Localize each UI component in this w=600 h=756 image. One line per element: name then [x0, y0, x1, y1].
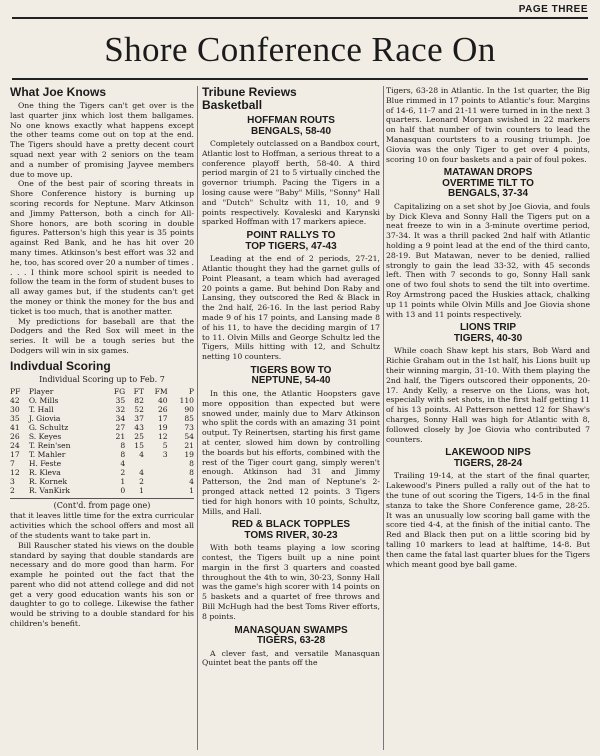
- scoring-cell-fm: 5: [162, 440, 168, 450]
- scoring-cell-fg: 21: [115, 431, 126, 441]
- scoring-cell-p: 110: [179, 395, 194, 405]
- story-headline-toms-river: RED & BLACK TOPPLES TOMS RIVER, 30-23: [231, 519, 351, 541]
- scoring-header-row: [10, 387, 194, 396]
- col-header-p: P: [188, 386, 194, 396]
- scoring-row: [10, 459, 194, 468]
- scoring-cell-pf: 12: [10, 467, 20, 477]
- column-right: [386, 86, 590, 752]
- story-text-hoffman: Completely outclassed on a Bandbox court, Atlantic lost to Hoffman, a serious threat to a conference playoff berth, 58-40. A third period margin of 21 to 5 virtually cinched the governor triumph. Pacing the Tigers in a losing cause were "Baby" Mills, "Sonny" Hall and "Dutch" Schultz with 11, 10, and 9 points respectively. Kovaleski and Karynski sparked Hoffman with 17 markers apiece.: [202, 139, 380, 227]
- scoring-cell-ft: 1: [139, 485, 144, 495]
- story-headline-hoffman: HOFFMAN ROUTS BENGALS, 58-40: [247, 115, 335, 137]
- scoring-cell-fg: 35: [115, 395, 126, 405]
- continued-paragraph: Bill Rauscher stated his views on the double standard by saying that double standards are necessary and do more good than harm. For example he pointed out the fact that the parent who did not attend college and did not get a very good education wants his son or daughter to go to college. Likewise the father would be striving to a double standard for his children's benefit.: [10, 540, 194, 629]
- scoring-cell-p: 8: [189, 467, 194, 477]
- story-headline-point: POINT RALLYS TO TOP TIGERS, 47-43: [245, 230, 337, 252]
- page-headline: Shore Conference Race On: [104, 30, 496, 69]
- continued-paragraph: that it leaves little time for the extra curricular activities which the school offers and most all of the students want to take part in.: [10, 511, 194, 540]
- scoring-cell-p: 73: [184, 422, 194, 432]
- scoring-cell-fm: 40: [157, 395, 168, 405]
- scoring-cell-fm: 17: [157, 413, 168, 423]
- story-text-manasquan: A clever fast, and versatile Manasquan Quintet beat the pants off the: [202, 648, 380, 668]
- scoring-cell-fg: 4: [120, 458, 126, 468]
- scoring-cell-player: S. Keyes: [28, 431, 62, 441]
- scoring-cell-ft: 37: [134, 413, 144, 423]
- scoring-title: Indivdual Scoring: [10, 358, 111, 373]
- scoring-cell-ft: [125, 459, 144, 468]
- scoring-cell-fm: [144, 468, 168, 477]
- story-headline-matawan: MATAWAN DROPS OVERTIME TILT TO BENGALS, 37-34: [442, 167, 534, 200]
- story-text-lakewood: Trailing 19-14, at the start of the final quarter, Lakewood's Piners pulled a rally out of the hat to the tune of out scoring the Tigers, 14-5 in the final stanza to take the Shore Conference game, 28-25. It was an unusually low scoring ball game with the score tied 4-4, at the finish of the initial canto. The Red and Black then put on a little scoring bid by talling 10 markers to lead at halftime, 14-8. But then came the fatal last quarter blues for the Tigers which meant good bye ball game.: [386, 471, 590, 569]
- scoring-cell-fg: 1: [120, 476, 126, 486]
- story-headline-lions: LIONS TRIP TIGERS, 40-30: [453, 322, 523, 344]
- scoring-cell-player: T. Rein'sen: [28, 440, 71, 450]
- scoring-cell-pf: 26: [10, 431, 20, 441]
- scoring-row: [10, 423, 194, 432]
- scoring-subtitle: Individual Scoring up to Feb. 7: [39, 374, 165, 384]
- scoring-cell-pf: 41: [10, 422, 20, 432]
- scoring-cell-p: 4: [189, 476, 194, 486]
- scoring-table: [10, 387, 194, 495]
- scoring-cell-player: H. Feste: [28, 458, 62, 468]
- joe-paragraph: One of the best pair of scoring threats in Shore Conference history is burning up scoring records for Neptune. Marv Atkinson and Jimmy Patterson, both a cinch for All-Shore honors, are both scoring in double figures. Patterson's high this year is 35 points against Red Bank, and he has hit over 20 many times. Atkinson's best effort was 32 and he, too, has scored over 20 a number of times . . . . I think more school spirit is needed to follow the team in the form of student buses to all away games but, if the students can't get the money or think the money for the bus and ticket is too much, that is another matter.: [10, 179, 194, 316]
- story-headline-lakewood: LAKEWOOD NIPS TIGERS, 28-24: [445, 447, 531, 469]
- tribune-title-2: Basketball: [202, 98, 263, 112]
- story-text-point: Leading at the end of 2 periods, 27-21, Atlantic thought they had the garnet gulls of Point Pleasant, a team which had averaged 20 points a game. But behind Don Raby and Lansing, they outscored the Red & Black in the 2nd half, 26-16. In the last period Raby made 9 of his 17 points, and Lansing made 8 of his 11, to have the deciding margin of 17 to 11. Olvin Mills and George Schultz led the Tigers, Mills hitting with 12, and Schultz netting 10 counters.: [202, 254, 380, 362]
- scoring-cell-fg: 2: [120, 467, 126, 477]
- scoring-row: [10, 450, 194, 459]
- scoring-cell-fm: [144, 459, 168, 468]
- scoring-cell-ft: 2: [139, 476, 144, 486]
- scoring-cell-fg: 27: [115, 422, 126, 432]
- scoring-cell-fm: [144, 477, 168, 486]
- scoring-cell-player: R. Kornek: [28, 476, 68, 486]
- scoring-row: [10, 486, 194, 495]
- scoring-cell-p: 19: [184, 449, 194, 459]
- scoring-cell-player: T. Hall: [28, 404, 54, 414]
- scoring-cell-pf: 35: [10, 413, 20, 423]
- scoring-row: [10, 468, 194, 477]
- scoring-row: [10, 396, 194, 405]
- scoring-cell-player: O. Mills: [28, 395, 59, 405]
- scoring-cell-fg: 8: [120, 449, 126, 459]
- scoring-cell-pf: 42: [10, 395, 20, 405]
- scoring-cell-ft: 25: [134, 431, 144, 441]
- column-rule-2: [383, 86, 384, 750]
- story-headline-manasquan: MANASQUAN SWAMPS TIGERS, 63-28: [234, 624, 348, 647]
- col-header-pf: PF: [10, 386, 21, 396]
- stats-divider: [10, 498, 194, 499]
- scoring-cell-player: T. Mahler: [28, 449, 66, 459]
- scoring-row: [10, 477, 194, 486]
- scoring-cell-ft: 43: [134, 422, 144, 432]
- page-label: PAGE THREE: [518, 4, 588, 15]
- col-header-fg: FG: [113, 386, 126, 396]
- column-middle: [202, 86, 380, 752]
- scoring-cell-pf: 17: [10, 449, 20, 459]
- scoring-row: [10, 405, 194, 414]
- scoring-cell-ft: 4: [139, 467, 144, 477]
- scoring-cell-player: G. Schultz: [28, 422, 69, 432]
- scoring-cell-fm: 3: [162, 449, 168, 459]
- story-text-manasquan-cont: Tigers, 63-28 in Atlantic. In the 1st quarter, the Big Blue rimmed in 17 points to Atlantic's four. Margins of 14-6, 11-7 and 21-11 were turned in in the next 3 quarters. Leonard Morgan swished in 22 markers on half that number of twin counters to lead the Manasquan courtsters to a rousing triumph. Joe Giovia was the only Tiger to get over 4 points, scoring 10 on four baskets and a pair of foul pokes.: [386, 86, 590, 164]
- scoring-cell-pf: 30: [10, 404, 20, 414]
- scoring-cell-player: R. Kleva: [28, 467, 61, 477]
- scoring-row: [10, 414, 194, 423]
- scoring-cell-fm: [144, 486, 168, 495]
- scoring-cell-fg: 34: [115, 413, 126, 423]
- col-header-player: Player: [28, 386, 54, 396]
- column-rule-1: [197, 86, 198, 750]
- joe-paragraph: My predictions for baseball are that the Dodgers and the Red Sox will meet in the series. It will be a tough series but the Dodgers will win in six games.: [10, 316, 194, 355]
- col-header-ft: FT: [133, 386, 144, 396]
- scoring-cell-pf: 2: [10, 485, 15, 495]
- scoring-cell-fg: 0: [120, 485, 126, 495]
- what-joe-knows-title: What Joe Knows: [10, 86, 107, 99]
- scoring-cell-player: R. VanKirk: [28, 485, 70, 495]
- masthead-top-rule: [12, 17, 588, 19]
- scoring-cell-ft: 52: [134, 404, 144, 414]
- tribune-title-1: Tribune Reviews: [202, 86, 297, 99]
- scoring-cell-fm: 26: [157, 404, 168, 414]
- story-text-toms-river: With both teams playing a low scoring contest, the Tigers built up a nine point margin in the first 3 quarters and coasted throughout the 4th to win, 30-23, Sonny Hall was the game's high scorer with 14 points on 5 baskets and a quartet of free throws and Bill McHugh had the best Toms River efforts, 8 points.: [202, 543, 380, 621]
- story-text-lions: While coach Shaw kept his stars, Bob Ward and Richie Graham out in the 1st half, his Lions built up their winning margin, 31-10. With them playing the 2nd half, the Tigers outscored their opponents, 20-17. Andy Kelly, a reserve on the Lions, was hot, especially with set shots, in the first half getting 11 of his 13 points. Al Patterson netted 12 for Shaw's charges, Sonny Hall was high for Atlantic with 8, followed closely by Joe Giovia who contributed 7 counters.: [386, 346, 590, 444]
- scoring-row: [10, 441, 194, 450]
- story-text-neptune: In this one, the Atlantic Hoopsters gave more opposition than expected but were snowed under, mainly due to Marv Atkinson who split the cords with an amazing 31 point output. Ty Reinertsen, starting his first game at center, slowed him down by controlling the boards but his efforts, combined with the rest of the Tiger court gang, simply weren't enough. Atkinson had 31 and Jimmy Patterson, the 2nd man of Neptune's 2-pronged attack netted 12 points. 3 Tigers tied for high honors with 10 points, Schultz, Mills, and Hall.: [202, 388, 380, 516]
- scoring-cell-pf: 3: [10, 476, 15, 486]
- scoring-cell-p: 90: [184, 404, 194, 414]
- story-text-matawan: Capitalizing on a set shot by Joe Giovia, and fouls by Dick Kleva and Sonny Hall the Tigers put on a neat freeze to win in a 3-minute overtime period, 37-34. It was a thrill packed 2nd half with Atlantic holding a 9 point lead at the end of the third canto, 28-19. But Matawan, never to be denied, rallied strongly to gain the lead 33-32, with 45 seconds left. Then with 7 seconds to go, Sonny Hall sank one of two foul shots to send the tilt into overtime. Roy Armstrong paced the Huskies attack, chalking up 11 points while Olvin Mills and Joe Giovia shone with 13 and 11 points respectively.: [386, 201, 590, 319]
- continued-label: (Cont'd. from page one): [53, 500, 151, 510]
- scoring-cell-ft: 4: [139, 449, 144, 459]
- scoring-cell-p: 1: [189, 485, 194, 495]
- scoring-cell-fm: 19: [157, 422, 168, 432]
- scoring-cell-p: 8: [189, 458, 194, 468]
- scoring-cell-fg: 32: [115, 404, 126, 414]
- scoring-cell-pf: 7: [10, 458, 15, 468]
- scoring-cell-p: 54: [184, 431, 194, 441]
- story-headline-neptune: TIGERS BOW TO NEPTUNE, 54-40: [250, 364, 332, 387]
- joe-paragraph: One thing the Tigers can't get over is the last quarter jinx which lost them ballgames. No one knows exactly what happens except the other teams come out on top at the end. The Tigers should have a pretty decent court squad next year with 2 seniors on the team and a number of promising Jayvee members due to move up.: [10, 101, 194, 179]
- masthead-bottom-rule: [12, 78, 588, 80]
- col-header-fm: FM: [154, 386, 168, 396]
- scoring-cell-player: J. Giovia: [28, 413, 61, 423]
- scoring-cell-ft: 82: [134, 395, 144, 405]
- column-left: [10, 86, 194, 752]
- scoring-cell-p: 85: [184, 413, 194, 423]
- scoring-cell-fg: 8: [120, 440, 126, 450]
- scoring-row: [10, 432, 194, 441]
- scoring-cell-ft: 15: [134, 440, 144, 450]
- scoring-cell-p: 21: [184, 440, 194, 450]
- scoring-cell-fm: 12: [157, 431, 168, 441]
- scoring-cell-pf: 24: [10, 440, 20, 450]
